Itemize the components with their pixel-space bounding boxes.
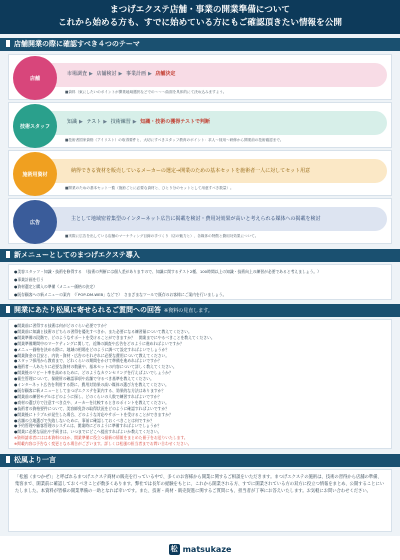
theme-band-ads: [43, 207, 387, 231]
faq-item: ●開業資金の目安と、内装・資材・広告のそれぞれに必要な費用について教えてください。: [14, 352, 170, 358]
theme-card-materials: [8, 150, 392, 196]
theme-band-store: [43, 63, 387, 87]
staff-flow: 知識 ▶ テスト ▶ 技術練習 ▶ 知識・技術の獲得テストで判断: [67, 119, 211, 125]
faq-item: ●開業前に習得する技術は何がどのぐらい必要ですか？: [14, 323, 109, 328]
list-item: ●既存顧客への新メニューの案内 （「POP-DM-WEB」などで） さまざまなツールで既存のお客様にご案内を行いましょう。: [14, 291, 227, 297]
message-box: [8, 469, 392, 532]
theme-band-materials: [43, 159, 387, 183]
theme-band-staff: [43, 111, 387, 135]
logo-text: matsukaze: [182, 545, 232, 554]
faq-item: ●開業前の練習モデルはどのように探し、どのくらいの人数で練習すればよいですか？: [14, 393, 162, 399]
message-text: 「松風（まつかぜ）」と呼ばれるまつげエクステ商材の販売を行っている中で、多くのお客様から開業に関するご相談をいただきます。まつげエクステの施術は、技術の習得から店舗の準備、集客まで、開業前に確認しておくべきことが数多くあります。弊社では長年の経験をもとに、これから開業される方、すでに開業されている方の双方に役立つ情報をまとめ、公開することにいたしました。本資料が皆様の開業準備の一助となれば幸いです。また、技術・商材・販売促進に関するご質問にも、担当者が丁寧にお答えいたします。お気軽にお問い合わせください。: [15, 475, 385, 494]
theme-card-staff: [8, 102, 392, 148]
page-header: [0, 0, 400, 34]
page-footer: [0, 536, 400, 560]
faq-item: ●インターネット広告を利用する際に、費用対効果の高い媒体の選び方を教えてください。: [14, 382, 169, 388]
title-marker: [6, 306, 10, 313]
theme-circle-store: 店舗: [13, 56, 57, 100]
list-item: ●資材選定と購入の準備（メニュー価格の決定）: [14, 284, 98, 289]
staff-note: ■技術者国家資格（アイリスト）の取得要件と、大切にすべきスタッフ教育のポイント：求人～採用～研修から開業前の技術確認まで。: [65, 138, 284, 142]
faq-item: ●開業準備期間中のマーケティングに関して、近隣の調査や広告をどのように進めればよいですか？: [14, 340, 184, 346]
faq-item: ●衛生管理について、保健所の確認事項や店舗で守るべき基準を教えてください。: [14, 376, 154, 382]
section-faq-title: 開業にあたり松風に寄せられるご質問への回答 ※資料の見直します。: [0, 304, 400, 317]
logo-icon: 松: [170, 545, 178, 553]
section-message-title: 松風より一言: [0, 454, 400, 467]
faq-list: [8, 319, 392, 449]
theme-circle-staff: 技術スタッフ: [13, 104, 57, 148]
title-marker: [6, 251, 10, 258]
list-item: ●事業計画を行う: [14, 276, 44, 282]
theme-circle-materials: 施術用資材: [13, 152, 57, 196]
faq-item: ●開業に必要な届出や手続きは、いつまでにどこへ提出すればよいか教えてください。: [14, 429, 162, 435]
faq-item: ●開業前に知識と技術のどちらの習得を優先すべきか、また必要になる練習量について教えてください。: [14, 328, 192, 334]
header-title-line2: これから始める方も、すでに始めている方にもご確認頂きたい情報を公開: [58, 18, 342, 28]
section-new-menu-title: 新メニューとしてのまつげエクステ導入: [0, 249, 400, 262]
theme-card-ads: [8, 198, 392, 244]
materials-note: ■開業のための基本セット一覧（施術ごとに必要な資材と、ひとり分のセットとして用意すべき数量）。: [65, 186, 234, 190]
faq-item: ●既存顧客に新メニューとしてまつげエクステを案内する、効果的な方法はありますか？: [14, 387, 166, 393]
title-marker: [6, 40, 10, 47]
section-themes-title: 店舗開業の際に確認すべき４つのテーマ: [0, 38, 400, 51]
faq-item: ●開業後にトラブルが発生した場合、どのような対応やサポートを受けることができますか？: [14, 411, 173, 417]
faq-item: ●予約管理や顧客管理のシステムは、開業時にどのように準備すればよいでしょうか？: [14, 423, 162, 429]
ads-text: 主として地域密着集型のインターネット広告に掲載を検討・費用対効果が高いと考えられる媒体への掲載を検討: [71, 216, 321, 222]
faq-item: ●開業後のリピート率を高めるために、どのようなカウンセリングを行えばよいでしょうか？: [14, 370, 173, 376]
list-item: ●美容スタッフ・知識・技術を修得する （技術の判断には個人差がありますので、知識に関するテスト2種、100時間以上の知識・技術向上の練習が必要であると考えましょう。）: [14, 269, 321, 274]
faq-item: ●店舗の立地選びで失敗しないために、事前に確認しておくべきことは何ですか？: [14, 417, 154, 423]
theme-circle-ads: 広告: [13, 200, 57, 244]
faq-item: ●スタッフ採用から教育まで、どれくらいの期間をかけて準備を進めればよいですか？: [14, 358, 162, 364]
faq-item: ●施術者一人あたりに必要な資材の数量や、基本セットの内容について詳しく教えてください。: [14, 364, 177, 370]
faq-item: ※掲載内容は予告なく変更となる場合がございます。詳しくは松風の担当者までお問い合わせください。: [14, 441, 192, 447]
faq-item: ※資料請求者にはは本資料のほか、開業準備に役立つ最新の情報をまとめた冊子をお送りいたします。: [14, 435, 188, 441]
ads-note: ■実際に広告を出している店舗のマーケティング目線の手づくり（店の魅力と）、各媒体の特徴と費用対効果について。: [65, 234, 259, 238]
faq-item: ●商材の選び方で注意すべき点や、メーカーを比較するときのポイントを教えてください。: [14, 399, 169, 405]
materials-text: 納得できる資材を販売しているメーカーの選定→開業のための基本セットを施術者一人に対してセット用意: [71, 168, 311, 174]
header-title-line1: まつげエクステ店舗・事業の開業準備について: [109, 5, 291, 15]
new-menu-list: [8, 264, 392, 300]
theme-card-store: [8, 54, 392, 100]
faq-item: ●開業準備の段階で、どのようなサポートを受けることができますか？ 開業までにやるべきことを教えてください。: [14, 334, 215, 340]
faq-item: ●技術者の資格要件について、美容師免許の取得状況をどのように確認すればよいですか？: [14, 405, 170, 411]
store-note: ■資料（東にしたいのポイントが開業地域選択などでの～～～曲面を具体的にて決め込みますよう。: [65, 90, 227, 94]
faq-item: ●メニュー価格を決める際に、地域の相場をどのように調べて設定すればよいでしょうか？: [14, 346, 170, 352]
footer-logo: [169, 544, 232, 555]
store-flow: 市場調査 ▶ 店舗検討 ▶ 事業計画 ▶ 店舗決定: [67, 71, 176, 77]
title-marker: [6, 456, 10, 463]
